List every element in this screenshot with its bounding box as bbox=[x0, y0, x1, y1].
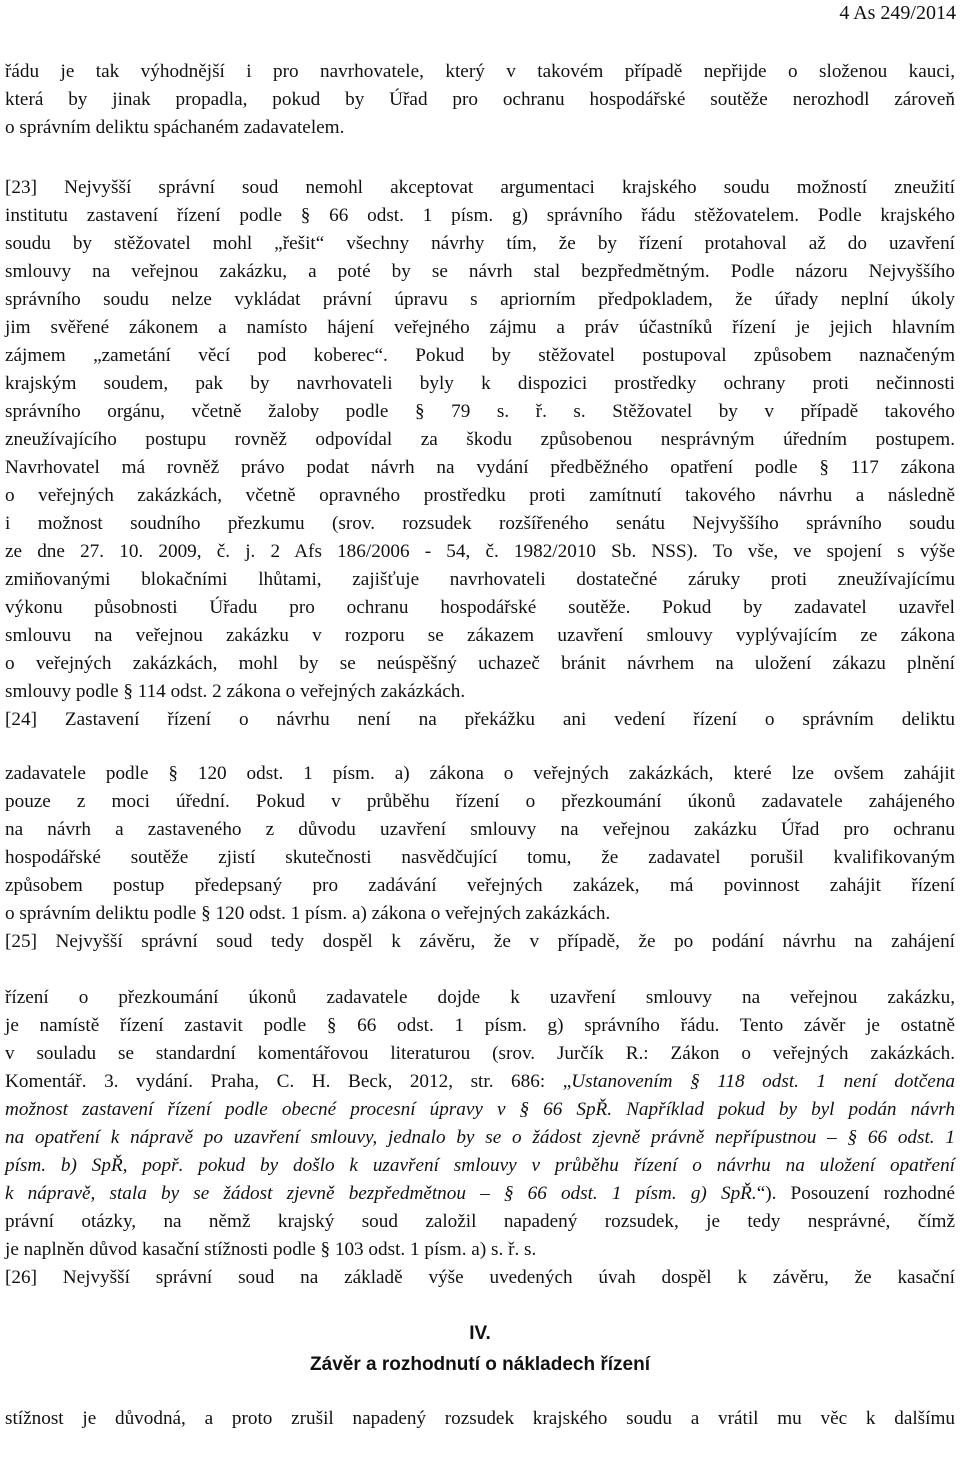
text-line: která by jinak propadla, pokud by Úřad pro ochranu hospodářské soutěže nerozhodl zároveň bbox=[5, 89, 955, 110]
case-number: 4 As 249/2014 bbox=[839, 2, 956, 24]
text-line: pouze z moci úřední. Pokud v průběhu řízení o přezkoumání úkonů zadavatele zahájeného bbox=[5, 791, 955, 812]
text-line: výkonu působnosti Úřadu pro ochranu hospodářské soutěže. Pokud by zadavatel uzavřel bbox=[5, 597, 955, 618]
text-line: je namístě řízení zastavit podle § 66 odst. 1 písm. g) správního řádu. Tento závěr je ostatně bbox=[5, 1015, 955, 1036]
text-line: Komentář. 3. vydání. Praha, C. H. Beck, 2012, str. 686: „Ustanovením § 118 odst. 1 není dotčena bbox=[5, 1071, 956, 1092]
text-line: stížnost je důvodná, a proto zrušil napadený rozsudek krajského soudu a vrátil mu věc k dalšímu bbox=[5, 1408, 955, 1429]
text-line: hospodářské soutěže zjistí skutečnosti nasvědčující tomu, že zadavatel porušil kvalifikovaným bbox=[5, 847, 955, 868]
text-line: [25] Nejvyšší správní soud tedy dospěl k závěru, že v případě, že po podání návrhu na zahájení bbox=[5, 931, 955, 952]
text-line: Navrhovatel má rovněž právo podat návrh na vydání předběžného opatření podle § 117 zákona bbox=[5, 457, 955, 478]
text-line: správního orgánu, včetně žaloby podle § 79 s. ř. s. Stěžovatel by v případě takového bbox=[5, 401, 955, 422]
text-line: institutu zastavení řízení podle § 66 odst. 1 písm. g) správního řádu stěžovatelem. Podle krajského bbox=[5, 205, 955, 226]
quoted-text: k nápravě, stala by se žádost zjevně bezpředmětnou – § 66 odst. 1 písm. g) SpŘ. bbox=[5, 1183, 757, 1204]
text-line: o veřejných zakázkách, mohl by se neúspěšný uchazeč bránit návrhem na uložení zákazu plnění bbox=[5, 653, 955, 674]
text-line: o správním deliktu podle § 120 odst. 1 písm. a) zákona o veřejných zakázkách. bbox=[5, 903, 611, 924]
text-line: možnost zastavení řízení podle obecné procesní úpravy v § 66 SpŘ. Například pokud by byl podán návrh bbox=[5, 1099, 955, 1120]
text-line: způsobem postup předepsaný pro zadávání veřejných zakázek, má povinnost zahájit řízení bbox=[5, 875, 955, 896]
text-line: v souladu se standardní komentářovou literaturou (srov. Jurčík R.: Zákon o veřejných zakázkách. bbox=[5, 1043, 955, 1064]
text-line: ze dne 27. 10. 2009, č. j. 2 Afs 186/2006 - 54, č. 1982/2010 Sb. NSS). To vše, ve spojení s výše bbox=[5, 541, 955, 562]
text-line: na návrh a zastaveného z důvodu uzavření smlouvy na veřejnou zakázku Úřad pro ochranu bbox=[5, 819, 955, 840]
text-line: je naplněn důvod kasační stížnosti podle § 103 odst. 1 písm. a) s. ř. s. bbox=[5, 1239, 537, 1260]
text-line: smlouvu na veřejnou zakázku v rozporu se zákazem uzavření smlouvy vyplývajícím ze zákona bbox=[5, 625, 955, 646]
text-line: správního soudu nelze vykládat právní úpravu s apriorním předpokladem, že úřady neplní úkoly bbox=[5, 289, 955, 310]
text-line: [23] Nejvyšší správní soud nemohl akceptovat argumentaci krajského soudu možností zneužití bbox=[5, 177, 955, 198]
text-line: krajským soudem, pak by navrhovateli byly k dispozici prostředky ochrany proti nečinnosti bbox=[5, 373, 955, 394]
text-line: písm. b) SpŘ, popř. pokud by došlo k uzavření smlouvy v průběhu řízení o návrhu na uložení opatření bbox=[5, 1155, 955, 1176]
text-line: jim svěřené zákonem a namísto hájení veřejného zájmu a práv účastníků řízení je jejich hlavním bbox=[5, 317, 955, 338]
quoted-text: Ustanovením § 118 odst. 1 není dotčena bbox=[571, 1071, 956, 1092]
text-line: i možnost soudního přezkumu (srov. rozsudek rozšířeného senátu Nejvyššího správního soudu bbox=[5, 513, 955, 534]
text-line: zájmem „zametání věcí pod koberec“. Pokud by stěžovatel postupoval způsobem naznačeným bbox=[5, 345, 955, 366]
text-line: na opatření k nápravě po uzavření smlouvy, jednalo by se o žádost zjevně právně nepřípustnou – § 66 odst. 1 bbox=[5, 1127, 955, 1148]
text-line: zmiňovanými blokačními lhůtami, zajišťuje navrhovateli dostatečné záruky proti zneužívajícímu bbox=[5, 569, 955, 590]
text-line: o veřejných zakázkách, včetně opravného prostředku proti zamítnutí takového návrhu a následně bbox=[5, 485, 955, 506]
text-line: soudu by stěžovatel mohl „řešit“ všechny návrhy tím, že by řízení protahoval až do uzavření bbox=[5, 233, 955, 254]
text-line: [24] Zastavení řízení o návrhu není na překážku ani vedení řízení o správním deliktu bbox=[5, 709, 955, 730]
text-line: řádu je tak výhodnější i pro navrhovatele, který v takovém případě nepřijde o složenou kauci, bbox=[5, 61, 955, 82]
text-line: smlouvy na veřejnou zakázku, a poté by se návrh stal bezpředmětným. Podle názoru Nejvyššího bbox=[5, 261, 955, 282]
text-line: zneužívajícího postupu rovněž odpovídal za škodu způsobenou nesprávným úředním postupem. bbox=[5, 429, 955, 450]
text-line: o správním deliktu spáchaném zadavatelem. bbox=[5, 117, 345, 138]
section-number: IV. bbox=[469, 1323, 491, 1344]
text-line: k nápravě, stala by se žádost zjevně bezpředmětnou – § 66 odst. 1 písm. g) SpŘ.“). Posouzení rozhodné bbox=[5, 1183, 955, 1204]
text-line: [26] Nejvyšší správní soud na základě výše uvedených úvah dospěl k závěru, že kasační bbox=[5, 1267, 955, 1288]
text-line: řízení o přezkoumání úkonů zadavatele dojde k uzavření smlouvy na veřejnou zakázku, bbox=[5, 987, 955, 1008]
section-title: Závěr a rozhodnutí o nákladech řízení bbox=[310, 1354, 650, 1375]
text-line: právní otázky, na němž krajský soud založil napadený rozsudek, je tedy nesprávné, čímž bbox=[5, 1211, 955, 1232]
text-line: smlouvy podle § 114 odst. 2 zákona o veřejných zakázkách. bbox=[5, 681, 466, 702]
text-line: zadavatele podle § 120 odst. 1 písm. a) zákona o veřejných zakázkách, které lze ovšem zahájit bbox=[5, 763, 955, 784]
